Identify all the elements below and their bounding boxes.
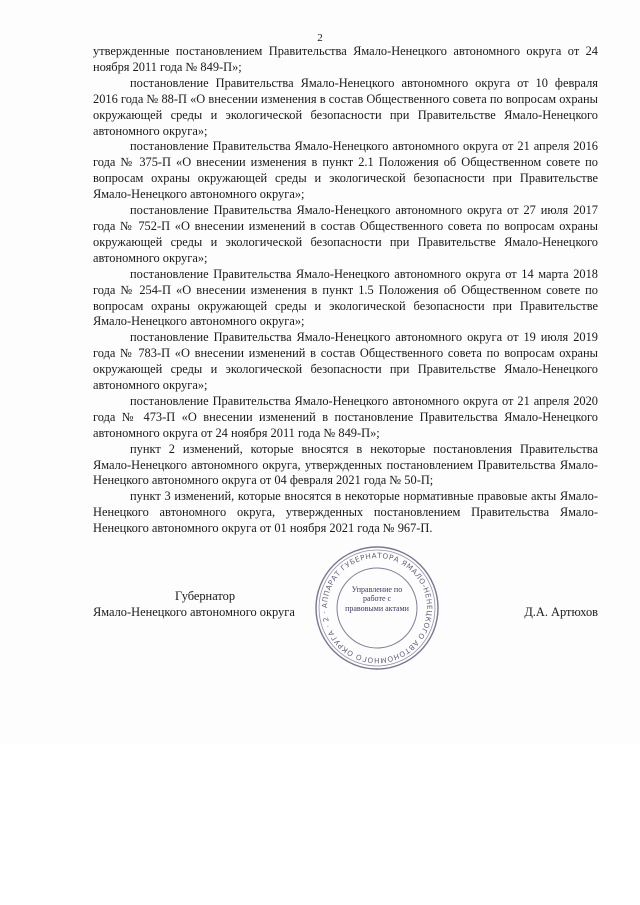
paragraph: постановление Правительства Ямало-Ненецкого автономного округа от 21 апреля 2020 года № 473-П «О внесении изменений в постановление Правительства Ямало-Ненецкого автономного округа от 24 ноября 2011 года № 849-П»; [93, 393, 598, 440]
paragraph: постановление Правительства Ямало-Ненецкого автономного округа от 27 июля 2017 года № 752-П «О внесении изменений в состав Общественного совета по вопросам охраны окружающей среды и экологической безопасности при Правительстве Ямало-Ненецкого автономного округа»; [93, 203, 598, 265]
signatory-title: Губернатор [175, 589, 236, 603]
signatory-organization: Ямало-Ненецкого автономного округа [93, 605, 295, 619]
official-stamp [314, 545, 440, 671]
stamp-center-text: Управление по работе с правовыми актами [345, 585, 409, 613]
paragraph: утвержденные постановлением Правительства Ямало-Ненецкого автономного округа от 24 ноября 2011 года № 849-П»; [93, 44, 598, 74]
paragraph: постановление Правительства Ямало-Ненецкого автономного округа от 19 июля 2019 года № 783-П «О внесении изменений в состав Общественного совета по вопросам охраны окружающей среды и экологической безопасности при Правительстве Ямало-Ненецкого автономного округа»; [93, 330, 598, 393]
paragraph: пункт 3 изменений, которые вносятся в некоторые нормативные правовые акты Ямало-Ненецкого автономного округа, утвержденных постановлением Правительства Ямало-Ненецкого автономного округа от 01 ноября 2021 года № 967-П. [93, 489, 598, 536]
page-number: 2 [317, 32, 323, 44]
paragraph: постановление Правительства Ямало-Ненецкого автономного округа от 14 марта 2018 года № 254-П «О внесении изменения в пункт 1.5 Положения об Общественном совете по вопросам охраны окружающей среды и экологической безопасности при Правительстве Ямало-Ненецкого автономного округа»; [93, 266, 598, 329]
paragraph: пункт 2 изменений, которые вносятся в некоторые постановления Правительства Ямало-Ненецкого автономного округа, утвержденных постановлением Правительства Ямало-Ненецкого автономного округа от 04 февраля 2021 года № 50-П; [93, 441, 598, 488]
paragraph: постановление Правительства Ямало-Ненецкого автономного округа от 10 февраля 2016 года № 88-П «О внесении изменения в состав Общественного совета по вопросам охраны окружающей среды и экологической безопасности при Правительстве Ямало-Ненецкого автономного округа»; [93, 75, 598, 138]
signatory-name: Д.А. Артюхов [524, 605, 598, 619]
paragraph: постановление Правительства Ямало-Ненецкого автономного округа от 21 апреля 2016 года № 375-П «О внесении изменения в пункт 2.1 Положения об Общественном совете по вопросам охраны окружающей среды и экологической безопасности при Правительстве Ямало-Ненецкого автономного округа»; [93, 139, 598, 202]
stamp-ring-text: АППАРАТ ГУБЕРНАТОРА ЯМАЛО-НЕНЕЦКОГО АВТОНОМНОГО ОКРУГА · 2 · [319, 550, 435, 666]
document-body [93, 44, 598, 537]
scan-margin [0, 744, 640, 905]
